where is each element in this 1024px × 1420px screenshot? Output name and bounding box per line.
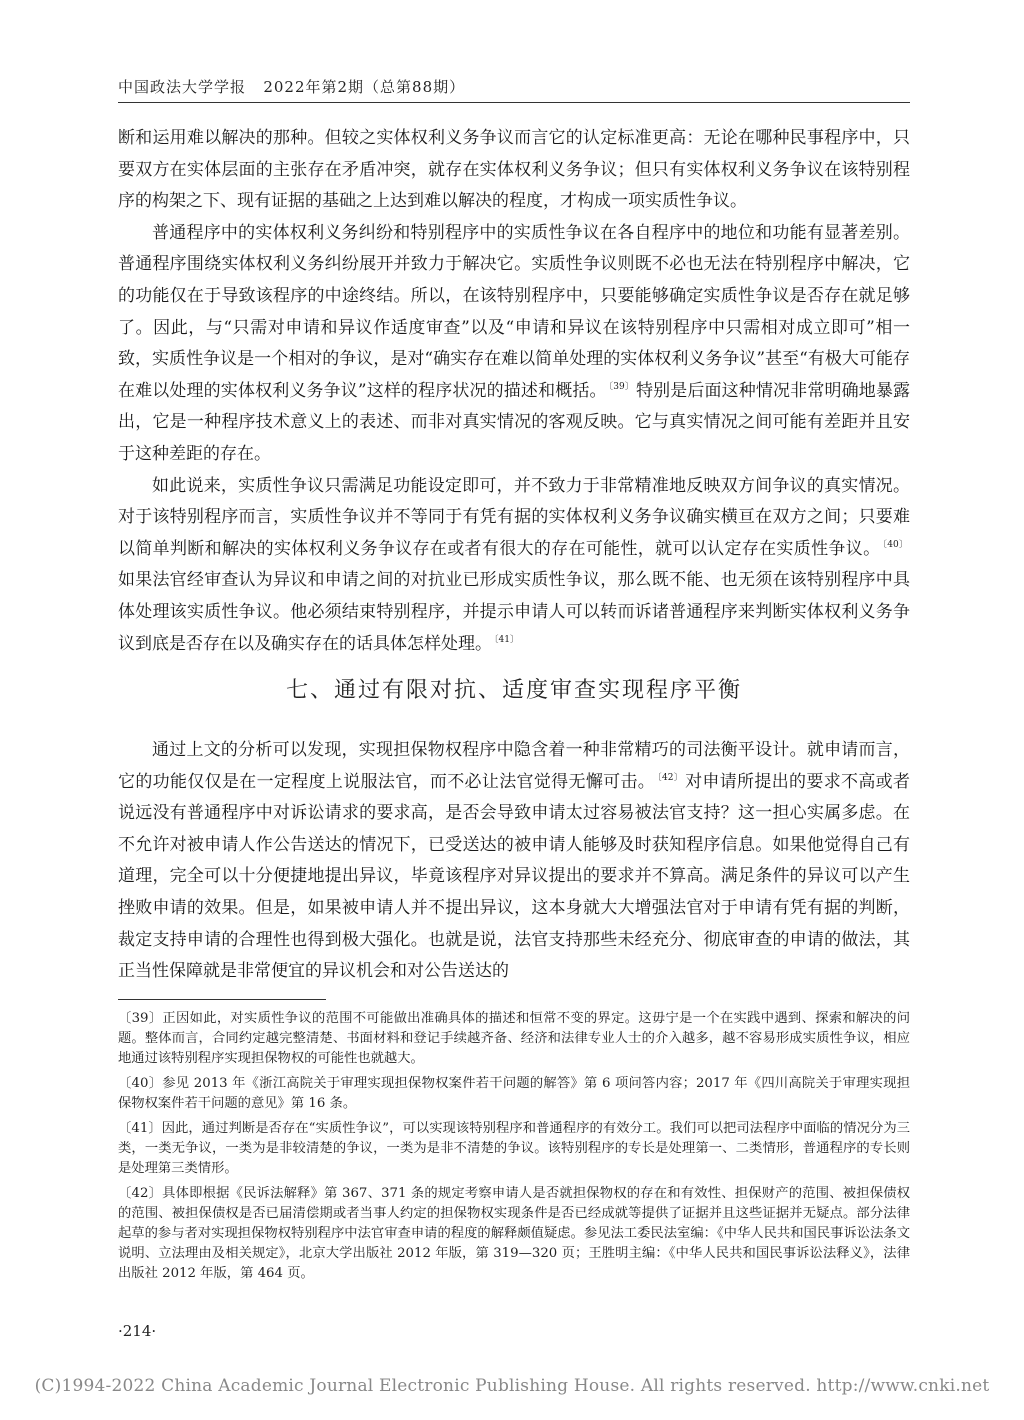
section-title: 七、通过有限对抗、适度审查实现程序平衡 [285, 678, 742, 703]
footnote-text: 正因如此，对实质性争议的范围不可能做出准确具体的描述和恒常不变的界定。这毋宁是一个在实践中遇到、探索和解决的问题。整体而言，合同约定越完整清楚、书面材料和登记手续越齐备、经济和法律专业人士的介入越多，越不容易形成实质性争议，相应地通过该特别程序实现担保物权的可能性也就越大。 [118, 1011, 911, 1066]
footnote-label: 〔40〕 [118, 1076, 163, 1091]
footnotes [118, 1009, 910, 1289]
paragraph-text: 对申请所提出的要求不高或者说远没有普通程序中对诉讼请求的要求高，是否会导致申请太过容易被法官支持？这一担心实属多虑。在不允许对被申请人作公告送达的情况下，已受送达的被申请人能够及时获知程序信息。如果他觉得自己有道理，完全可以十分便捷地提出异议，毕竟该程序对异议提出的要求并不算高。满足条件的异议可以产生挫败申请的效果。但是，如果被申请人并不提出异议，这本身就大大增强法官对于申请有凭有据的判断，裁定支持申请的合理性也得到极大强化。也就是说，法官支持那些未经充分、彻底审查的申请的做法，其正当性保障就是非常便宜的异议机会和对公告送达的 [118, 771, 911, 982]
footnote-text: 因此，通过判断是否存在“实质性争议”，可以实现该特别程序和普通程序的有效分工。我们可以把司法程序中面临的情况分为三类，一类无争议，一类为是非较清楚的争议，一类为是非不清楚的争议。该特别程序的专长是处理第一、二类情形，普通程序的专长则是处理第三类情形。 [118, 1121, 910, 1176]
issue-info: 2022年第2期（总第88期） [263, 78, 466, 96]
footnote-label: 〔42〕 [118, 1186, 163, 1201]
footnote [118, 1009, 910, 1069]
footnote-ref[interactable]: 〔41〕 [494, 634, 519, 645]
journal-name: 中国政法大学学报 [118, 78, 247, 96]
header-rule [118, 102, 910, 103]
paragraph-text: 如此说来，实质性争议只需满足功能设定即可，并不致力于非常精准地反映双方间争议的真实情况。对于该特别程序而言，实质性争议并不等同于有凭有据的实体权利义务争议确实横亘在双方之间；只要难以简单判断和解决的实体权利义务争议存在或者有很大的存在可能性，就可以认定存在实质性争议。 [118, 475, 910, 559]
footnote [118, 1184, 910, 1284]
footnote-text: 参见 2013 年《浙江高院关于审理实现担保物权案件若干问题的解答》第 6 项问答内容；2017 年《四川高院关于审理实现担保物权案件若干问题的意见》第 16 条。 [118, 1076, 910, 1111]
paragraph [118, 735, 910, 988]
footnote-rule [118, 999, 326, 1000]
footnote-label: 〔41〕 [118, 1121, 162, 1136]
footnote-ref[interactable]: 〔40〕 [882, 540, 908, 551]
footnote-ref[interactable]: 〔42〕 [657, 772, 684, 783]
footnote [118, 1074, 910, 1114]
paragraph [118, 218, 910, 471]
paragraph [118, 471, 910, 661]
body-text-top [118, 123, 910, 660]
footnote [118, 1119, 910, 1179]
running-header [118, 76, 910, 97]
paragraph-text: 普通程序中的实体权利义务纠纷和特别程序中的实质性争议在各自程序中的地位和功能有显著差别。普通程序围绕实体权利义务纠纷展开并致力于解决它。实质性争议则既不必也无法在特别程序中解决，它的功能仅在于导致该程序的中途终结。所以，在该特别程序中，只要能够确定实质性争议是否存在就足够了。因此，与“只需对申请和异议作适度审查”以及“申请和异议在该特别程序中只需相对成立即可”相一致，实质性争议是一个相对的争议，是对“确实存在难以简单处理的实体权利义务争议”甚至“有极大可能存在难以处理的实体权利义务争议”这样的程序状况的描述和概括。 [118, 222, 910, 401]
paragraph-text: 如果法官经审查认为异议和申请之间的对抗业已形成实质性争议，那么既不能、也无须在该特别程序中具体处理该实质性争议。他必须结束特别程序，并提示申请人可以转而诉诸普通程序来判断实体权利义务争议到底是否存在以及确实存在的话具体怎样处理。 [118, 570, 910, 654]
footnote-ref[interactable]: 〔39〕 [608, 382, 634, 393]
footnote-text: 具体即根据《民诉法解释》第 367、371 条的规定考察申请人是否就担保物权的存在和有效性、担保财产的范围、被担保债权的范围、被担保债权是否已届清偿期或者当事人约定的担保物权实现条件是否已经成就等提供了证据并且这些证据并无疑点。部分法律起草的参与者对实现担保物权特别程序中法官审查申请的程度的解释颇值疑虑。参见法工委民法室编：《中华人民共和国民事诉讼法条文说明、立法理由及相关规定》，北京大学出版社 2012 年版，第 319—320 页；王胜明主编：《中华人民共和国民事诉讼法释义》，法律出版社 2012 年版，第 464 页。 [118, 1186, 911, 1281]
footnote-label: 〔39〕 [118, 1011, 163, 1026]
paragraph-text: 特别是后面这种情况非常明确地暴露出，它是一种程序技术意义上的表述、而非对真实情况的客观反映。它与真实情况之间可能有差距并且安于这种差距的存在。 [118, 380, 910, 464]
paragraph-text: 断和运用难以解决的那种。但较之实体权利义务争议而言它的认定标准更高：无论在哪种民事程序中，只要双方在实体层面的主张存在矛盾冲突，就存在实体权利义务争议；但只有实体权利义务争议在该特别程序的构架之下、现有证据的基础之上达到难以解决的程度，才构成一项实质性争议。 [118, 128, 910, 212]
body-text-bottom [118, 735, 910, 988]
page-number: ·214· [118, 1322, 157, 1340]
paragraph-text: 通过上文的分析可以发现，实现担保物权程序中隐含着一种非常精巧的司法衡平设计。就申请而言，它的功能仅仅是在一定程度上说服法官，而不必让法官觉得无懈可击。 [118, 740, 910, 792]
copyright-line: (C)1994-2022 China Academic Journal Electronic Publishing House. All rights reserved. http://www.cnki.net [34, 1376, 990, 1396]
paragraph [118, 123, 910, 218]
